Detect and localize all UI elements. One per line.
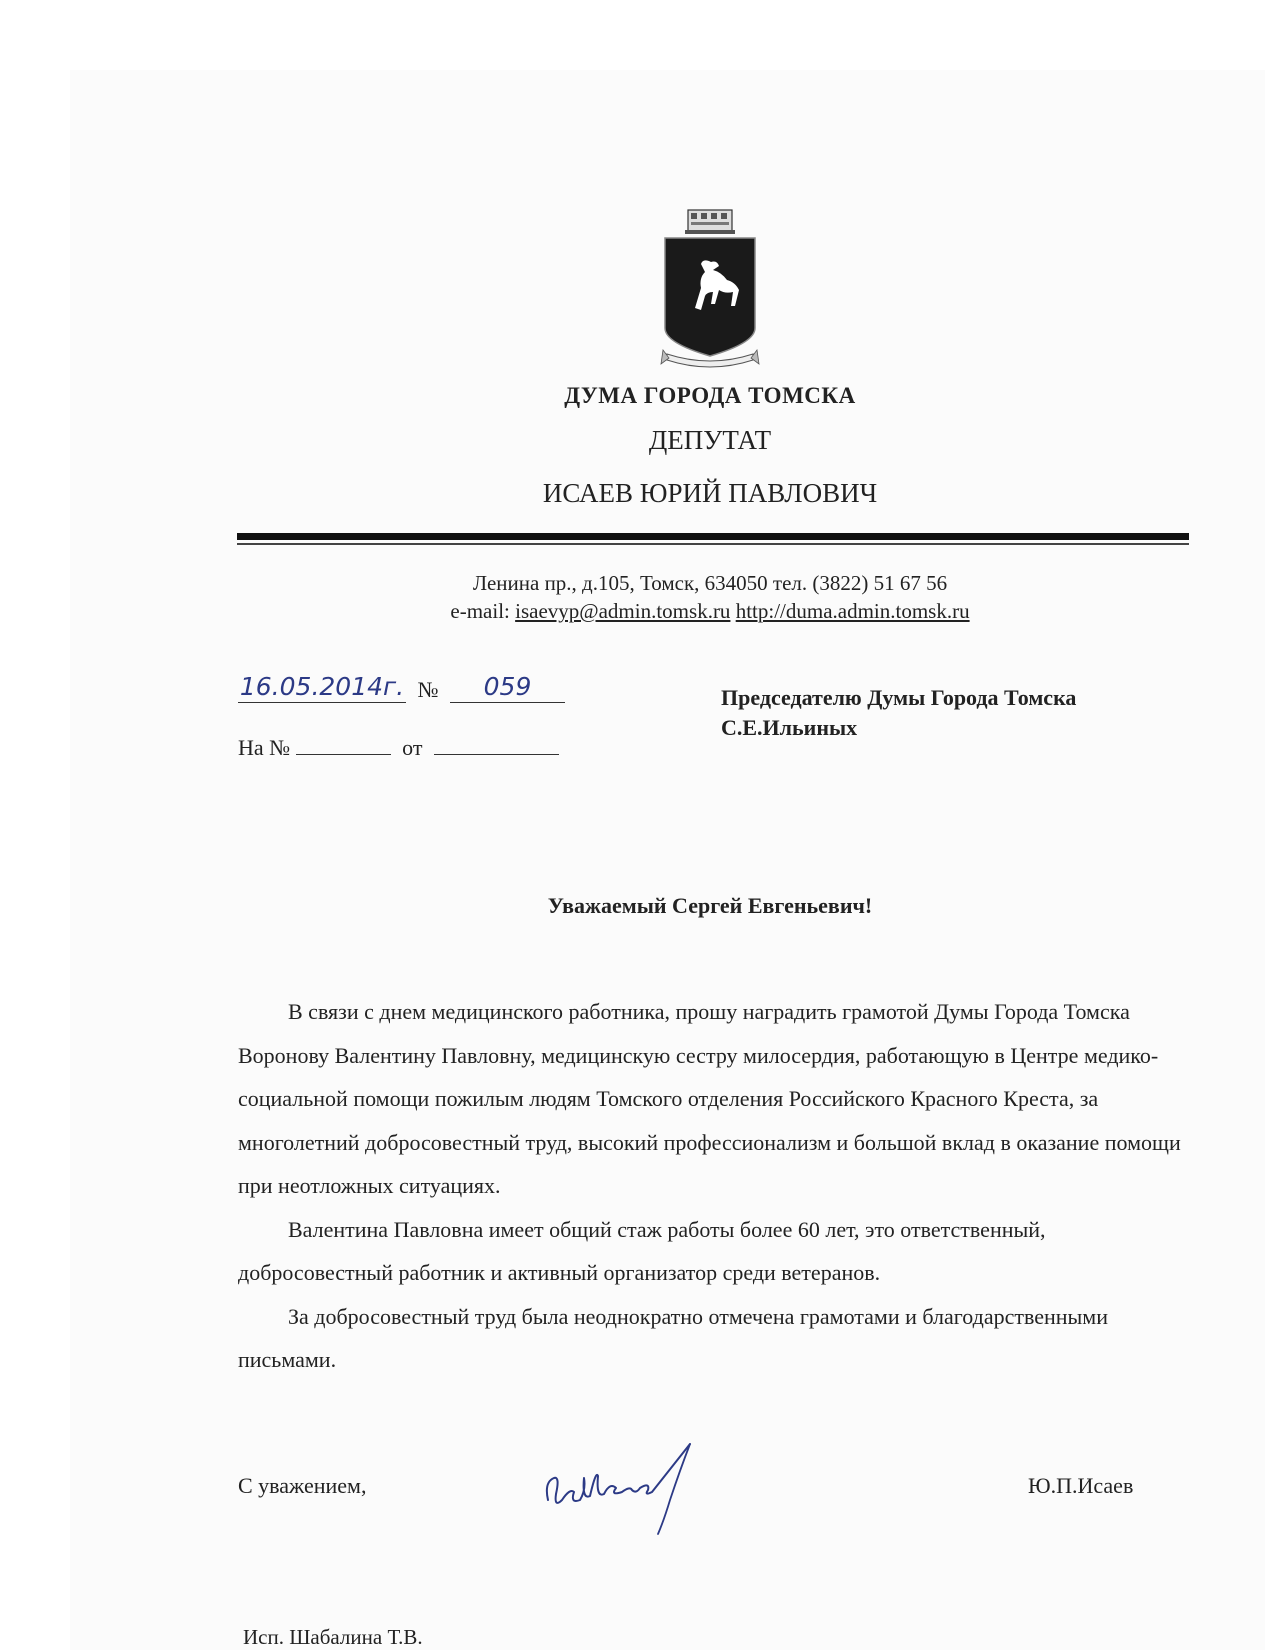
addressee-name: С.Е.Ильиных bbox=[721, 715, 858, 740]
paragraph-3: За добросовестный труд была неоднократно отмечена грамотами и благодарственными письмами. bbox=[238, 1303, 1109, 1372]
salutation: Уважаемый Сергей Евгеньевич! bbox=[547, 893, 873, 918]
organization-name: ДУМА ГОРОДА ТОМСКА bbox=[564, 383, 856, 408]
deputy-role: ДЕПУТАТ bbox=[648, 425, 772, 455]
deputy-name: ИСАЕВ ЮРИЙ ПАВЛОВИЧ bbox=[542, 478, 878, 508]
number-label: № bbox=[417, 677, 439, 702]
paragraph-1: В связи с днем медицинского работника, прошу наградить грамотой Думы Города Томска Воронову Валентину Павловну, медицинскую сестру милосердия, работающую в Центре медико-социальной помощи пожилым людям Томского отделения Российского Красного Креста, за многолетний добросовестный труд, высокий профессионализм и большой вклад в оказание помощи при неотложных ситуациях. bbox=[238, 999, 1181, 1198]
postal-address: Ленина пр., д.105, Томск, 634050 тел. (3822) 51 67 56 bbox=[472, 571, 948, 595]
reply-date-blank bbox=[434, 736, 559, 755]
reply-label: На № bbox=[238, 735, 291, 760]
addressee-title: Председателю Думы Города Томска bbox=[721, 685, 1077, 710]
header-divider-thin bbox=[237, 543, 1189, 545]
executor-name: Исп. Шабалина Т.В. bbox=[243, 1625, 423, 1649]
email-label: e-mail: bbox=[450, 599, 510, 623]
crown-icon bbox=[685, 210, 735, 234]
tomsk-coat-of-arms-icon bbox=[655, 208, 765, 368]
outgoing-date: 16.05.2014г. bbox=[239, 672, 405, 701]
closing-phrase: С уважением, bbox=[238, 1473, 367, 1498]
reply-reference-line bbox=[238, 735, 559, 761]
outgoing-number: 059 bbox=[450, 672, 565, 703]
signer-name: Ю.П.Исаев bbox=[1028, 1473, 1134, 1498]
registration-line bbox=[238, 672, 565, 706]
handwritten-signature-icon bbox=[540, 1430, 730, 1540]
addressee-block bbox=[721, 683, 1076, 743]
letter-body bbox=[238, 990, 1183, 1382]
email-link[interactable]: isaevyp@admin.tomsk.ru bbox=[515, 599, 731, 623]
contact-line bbox=[0, 599, 1275, 624]
from-label: от bbox=[402, 735, 423, 760]
header-divider bbox=[237, 533, 1189, 540]
paragraph-2: Валентина Павловна имеет общий стаж работы более 60 лет, это ответственный, добросовестный работник и активный организатор среди ветеранов. bbox=[238, 1216, 1046, 1285]
website-link[interactable]: http://duma.admin.tomsk.ru bbox=[735, 599, 970, 623]
reply-number-blank bbox=[296, 736, 391, 755]
